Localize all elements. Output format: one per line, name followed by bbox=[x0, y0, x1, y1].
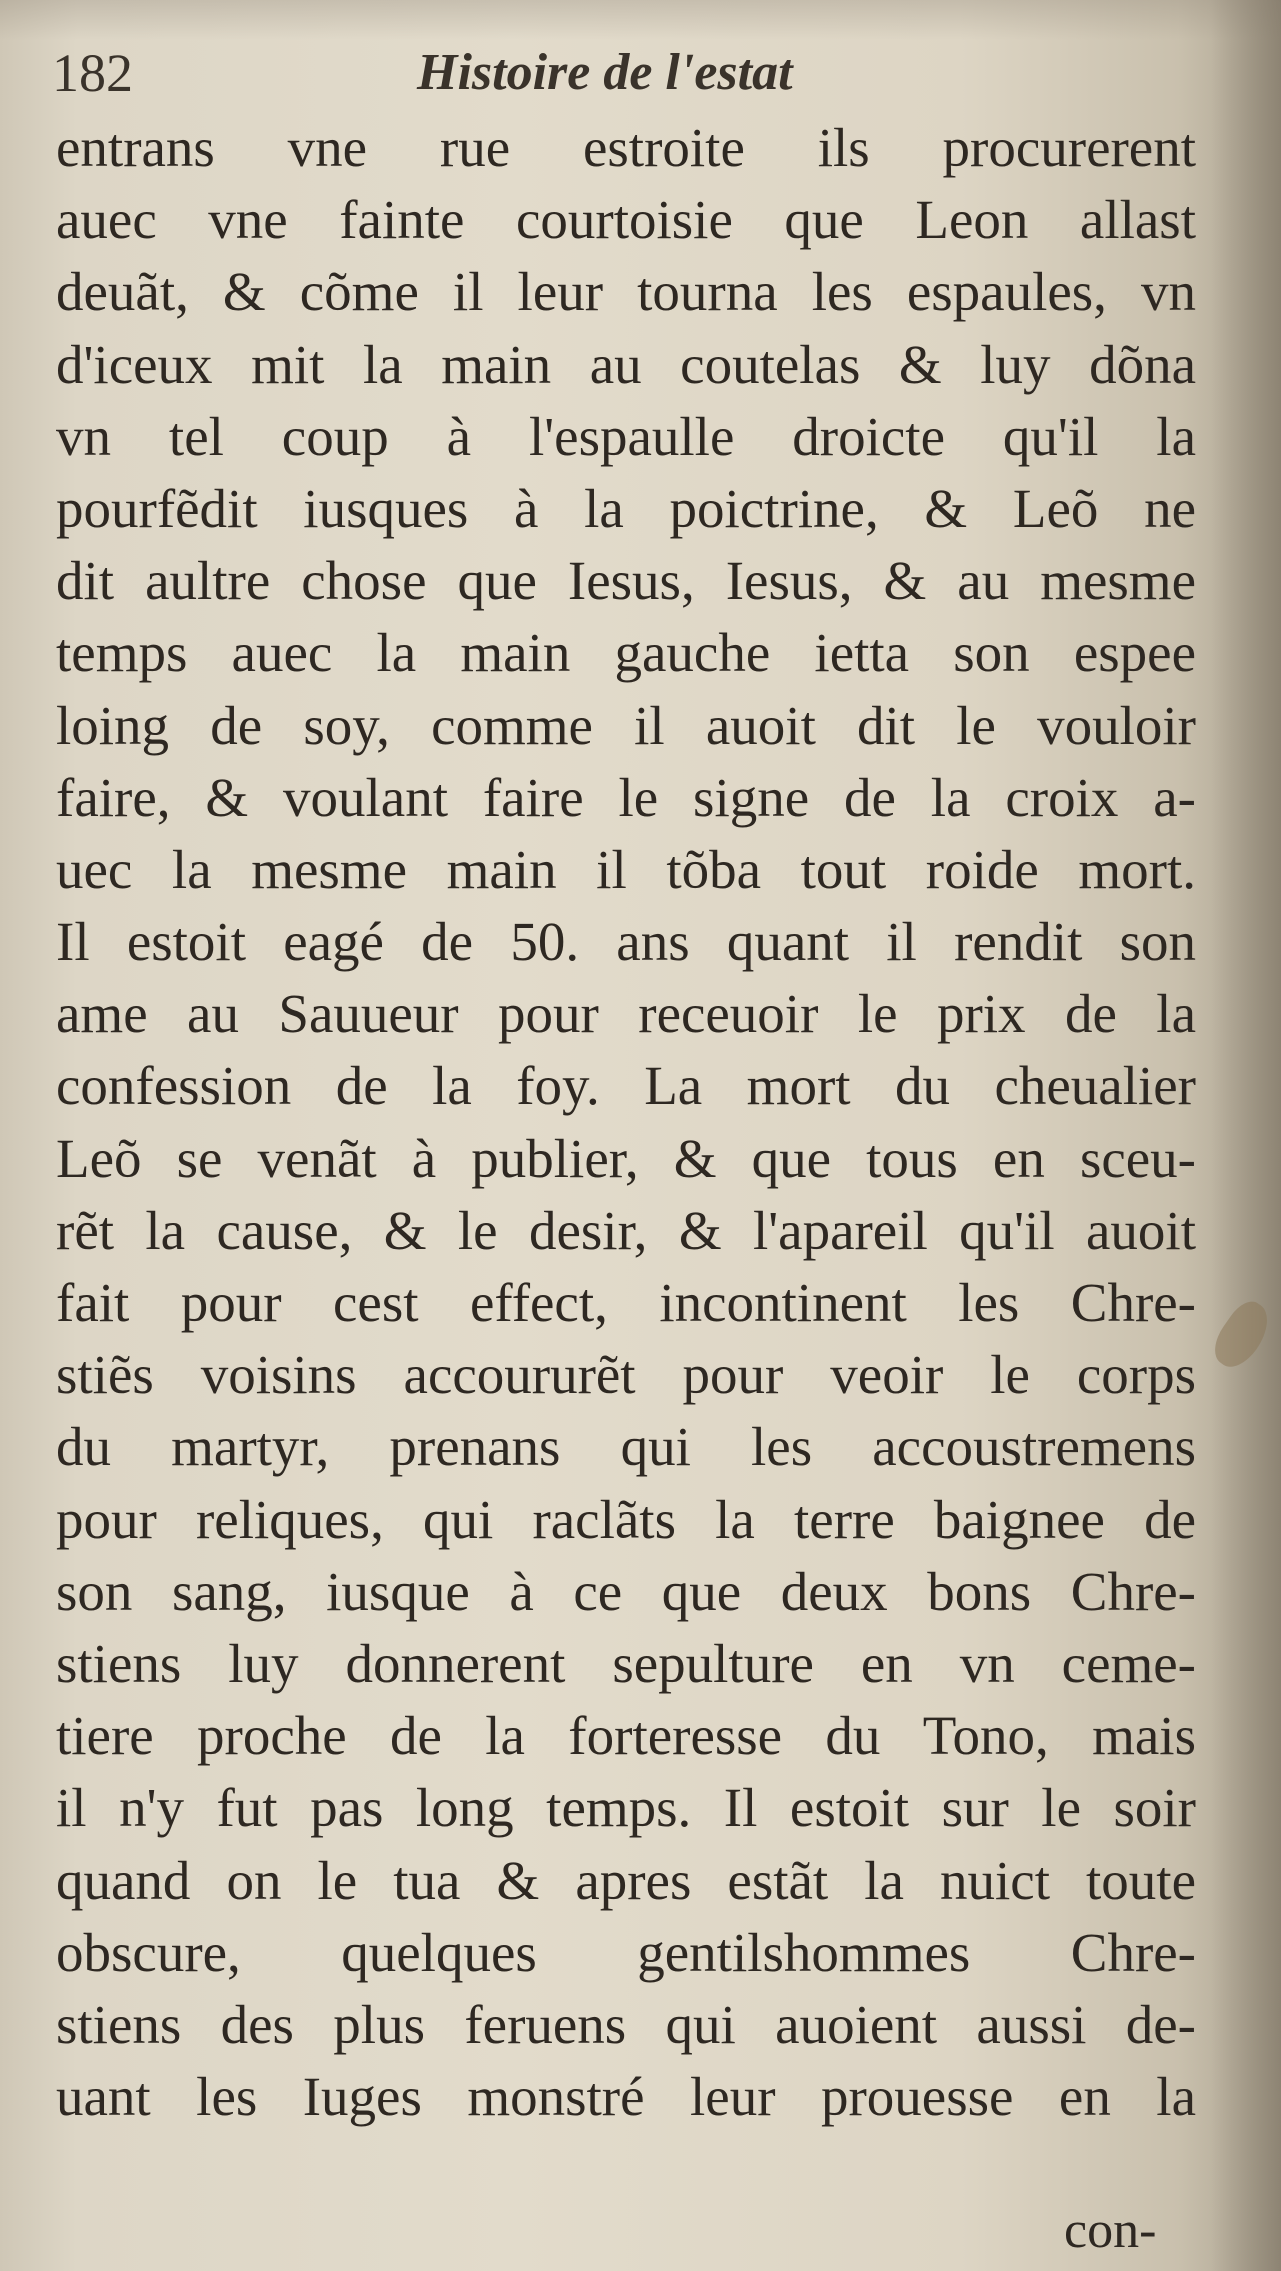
text-line: Leõ se venãt à publier, & que tous en sceu- bbox=[56, 1127, 1196, 1189]
text-line: auec vne fainte courtoisie que Leon allast bbox=[56, 189, 1196, 251]
page-number: 182 bbox=[52, 43, 133, 103]
page-shadow-right bbox=[1211, 0, 1281, 2271]
text-line: stiẽs voisins accoururẽt pour veoir le corps bbox=[56, 1344, 1196, 1406]
text-line: fait pour cest effect, incontinent les Chre- bbox=[56, 1272, 1196, 1333]
text-line: faire, & voulant faire le signe de la croix a- bbox=[56, 766, 1196, 828]
text-line: uec la mesme main il tõba tout roide mort. bbox=[56, 838, 1196, 900]
text-line: uant les Iuges monstré leur prouesse en la bbox=[56, 2066, 1196, 2128]
text-line: deuãt, & cõme il leur tourna les espaules, vn bbox=[56, 261, 1196, 323]
catchword: con- bbox=[1064, 2202, 1157, 2259]
text-line: temps auec la main gauche ietta son espee bbox=[56, 622, 1196, 684]
text-line: il n'y fut pas long temps. Il estoit sur le soir bbox=[56, 1777, 1196, 1839]
page-shadow-top bbox=[0, 0, 1281, 40]
text-line: pour reliques, qui raclãts la terre baignee de bbox=[56, 1488, 1196, 1550]
text-line: stiens des plus feruens qui auoient aussi de- bbox=[56, 1993, 1196, 2055]
text-line: confession de la foy. La mort du cheualier bbox=[56, 1055, 1196, 1117]
text-line: d'iceux mit la main au coutelas & luy dõna bbox=[56, 333, 1196, 395]
body-text bbox=[56, 112, 1196, 2133]
text-line: Il estoit eagé de 50. ans quant il rendit son bbox=[56, 911, 1196, 973]
text-line: son sang, iusque à ce que deux bons Chre- bbox=[56, 1560, 1196, 1622]
text-line: dit aultre chose que Iesus, Iesus, & au mesme bbox=[56, 550, 1196, 612]
text-line: obscure, quelques gentilshommes Chre- bbox=[56, 1921, 1196, 1983]
text-line: vn tel coup à l'espaulle droicte qu'il la bbox=[56, 405, 1196, 467]
text-line: ame au Sauueur pour receuoir le prix de la bbox=[56, 983, 1196, 1045]
running-title: Histoire de l'estat bbox=[417, 44, 793, 101]
text-line: loing de soy, comme il auoit dit le vouloir bbox=[56, 694, 1196, 756]
text-line: stiens luy donnerent sepulture en vn ceme- bbox=[56, 1632, 1196, 1694]
text-line: rẽt la cause, & le desir, & l'apareil qu'il auoit bbox=[56, 1199, 1196, 1261]
text-line: pourfẽdit iusques à la poictrine, & Leõ ne bbox=[56, 477, 1196, 539]
text-line: quand on le tua & apres estãt la nuict toute bbox=[56, 1849, 1196, 1911]
text-line: tiere proche de la forteresse du Tono, mais bbox=[56, 1705, 1196, 1767]
text-line: entrans vne rue estroite ils procurerent bbox=[56, 117, 1196, 178]
text-line: du martyr, prenans qui les accoustremens bbox=[56, 1416, 1196, 1478]
running-head bbox=[52, 38, 1202, 108]
